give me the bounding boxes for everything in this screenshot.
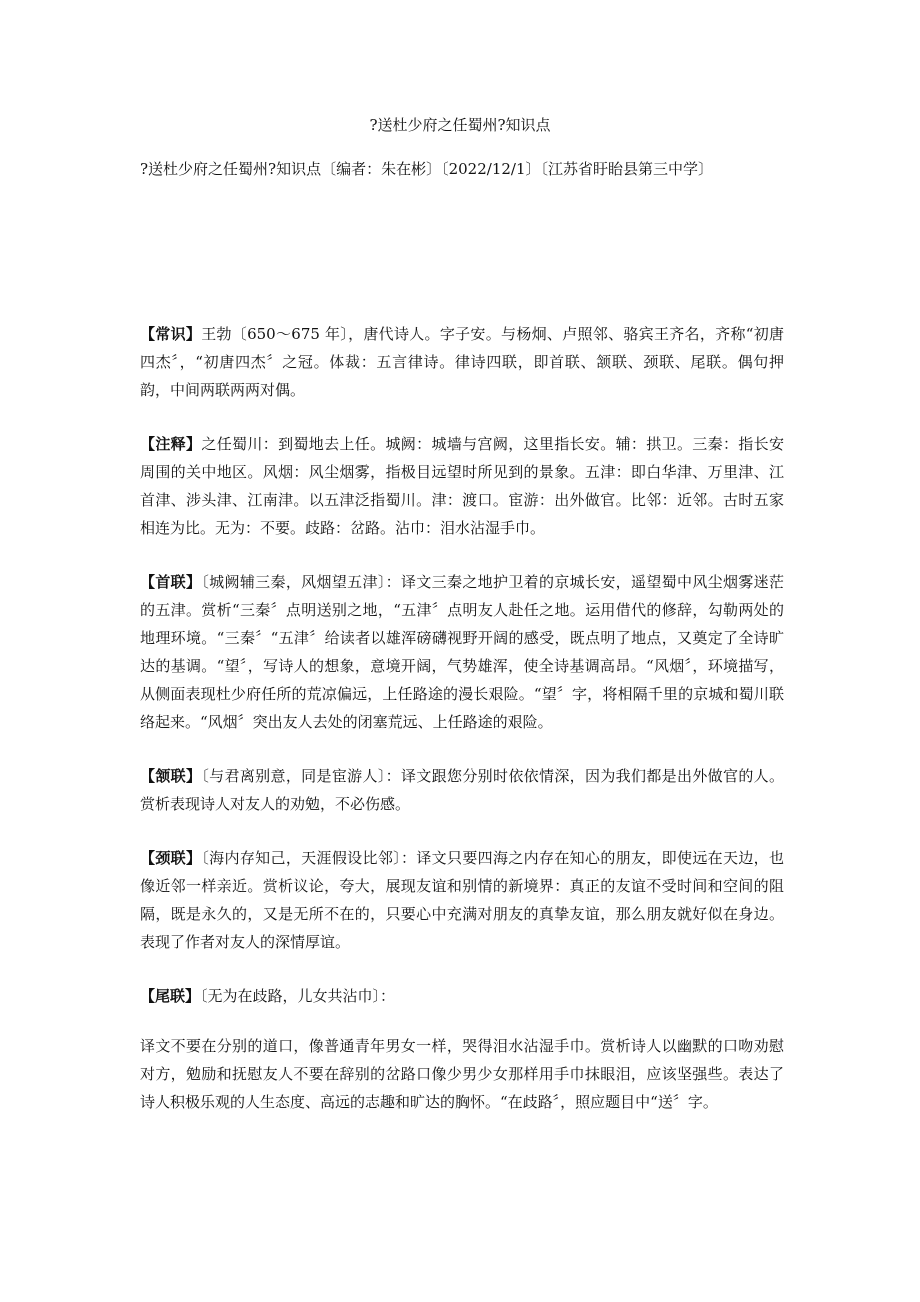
section-text: 王勃〔650～675 年〕，唐代诗人。字子安。与杨炯、卢照邻、骆宾王齐名，齐称“初唐四杰〞，“初唐四杰〞之冠。体裁：五言律诗。律诗四联，即首联、颔联、颈联、尾联。偶句押韵，中间两联两两对偶。 [140, 325, 784, 399]
section-text: 〔无为在歧路，儿女共沾巾〕： [200, 987, 396, 1005]
section-text: 之任蜀川：到蜀地去上任。城阙：城墙与宫阙，这里指长安。辅：拱卫。三秦：指长安周围的关中地区。风烟：风尘烟雾，指极目远望时所见到的景象。五津：即白华津、万里津、江首津、涉头津、江南津。以五津泛指蜀川。津：渡口。宦游：出外做官。比邻：近邻。古时五家相连为比。无为：不要。歧路：岔路。沾巾：泪水沾湿手巾。 [140, 435, 784, 537]
section-tag: 【颈联】 [140, 849, 202, 867]
section-tag: 【常识】 [140, 325, 202, 343]
section-jinglian [140, 844, 784, 956]
section-text: 〔与君离别意，同是宦游人〕：译文跟您分别时依依情深，因为我们都是出外做官的人。赏析表现诗人对友人的劝勉，不必伤感。 [140, 767, 784, 813]
section-text: 〔海内存知己，天涯假设比邻〕：译文只要四海之内存在知心的朋友，即使远在天边，也像近邻一样亲近。赏析议论，夸大，展现友谊和别情的新境界：真正的友谊不受时间和空间的阻隔，既是永久的，又是无所不在的，只要心中充满对朋友的真挚友谊，那么朋友就好似在身边。表现了作者对友人的深情厚谊。 [140, 849, 784, 951]
section-text: 〔城阙辅三秦，风烟望五津〕：译文三秦之地护卫着的京城长安，遥望蜀中风尘烟雾迷茫的五津。赏析“三秦〞点明送别之地，“五津〞点明友人赴任之地。运用借代的修辞，勾勒两处的地理环境。“三秦〞“五津〞给读者以雄浑磅礴视野开阔的感受，既点明了地点，又奠定了全诗旷达的基调。“望〞，写诗人的想象，意境开阔，气势雄浑，使全诗基调高昂。“风烟〞，环境描写，从侧面表现杜少府任所的荒凉偏远，上任路途的漫长艰险。“望〞字，将相隔千里的京城和蜀川联络起来。“风烟〞突出友人去处的闭塞荒远、上任路途的艰险。 [140, 573, 784, 731]
section-changshi [140, 320, 784, 404]
section-shoulian [140, 568, 784, 736]
document-subtitle: ?送杜少府之任蜀州?知识点〔编者：朱在彬〕〔2022/12/1〕〔江苏省盱眙县第三中学〕 [140, 160, 713, 178]
document-title: ?送杜少府之任蜀州?知识点 [369, 116, 551, 134]
document-body [140, 320, 784, 1142]
section-tag: 【尾联】 [140, 987, 201, 1005]
section-tag: 【首联】 [140, 573, 202, 591]
section-tag: 【注释】 [140, 435, 202, 453]
section-weilian [140, 982, 784, 1010]
section-tag: 【颔联】 [140, 767, 202, 785]
section-weilian-translation [140, 1032, 784, 1116]
section-hanlian [140, 762, 784, 818]
section-zhushi [140, 430, 784, 542]
section-text: 译文不要在分别的道口，像普通青年男女一样，哭得泪水沾湿手巾。赏析诗人以幽默的口吻劝慰对方，勉励和抚慰友人不要在辞别的岔路口像少男少女那样用手巾抹眼泪，应该坚强些。表达了诗人积极乐观的人生态度、高远的志趣和旷达的胸怀。“在歧路〞，照应题目中“送〞字。 [140, 1037, 784, 1111]
